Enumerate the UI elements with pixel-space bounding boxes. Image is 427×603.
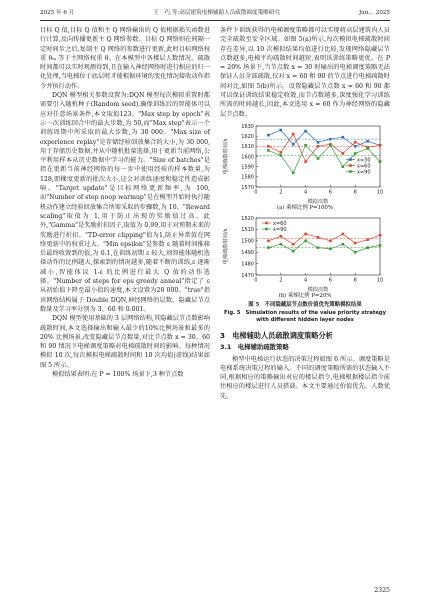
data-point bbox=[267, 145, 270, 148]
legend-label: x=60 bbox=[357, 163, 371, 170]
data-point bbox=[267, 149, 270, 152]
data-point bbox=[304, 239, 307, 242]
data-point bbox=[354, 141, 357, 144]
x-tick-label: 8 bbox=[353, 277, 357, 284]
y-tick-label: 1590 bbox=[241, 164, 254, 171]
y-tick-label: 1580 bbox=[241, 174, 254, 181]
figure-caption-en-2: with different hidden layer nodes bbox=[256, 317, 354, 324]
data-point bbox=[292, 171, 295, 174]
y-tick-label: 1570 bbox=[241, 184, 254, 191]
plot-area bbox=[221, 124, 383, 205]
data-point bbox=[280, 151, 283, 154]
data-point bbox=[366, 140, 369, 143]
page-number: 2325 bbox=[374, 587, 390, 594]
data-point bbox=[354, 241, 357, 244]
y-axis-label: 电梯疏散时间/s bbox=[223, 138, 229, 175]
right-column bbox=[220, 26, 390, 401]
data-point bbox=[317, 246, 320, 249]
figure-caption-en: Fig. 5 Simulation results of the value priority strategy bbox=[224, 309, 386, 316]
x-tick-label: 6 bbox=[328, 277, 332, 284]
legend-marker bbox=[349, 158, 352, 161]
data-point bbox=[267, 134, 270, 137]
data-point bbox=[317, 141, 320, 144]
paragraph: DQN 模型使用基础的 3 层网络结构,其隐藏层节点数影响疏散时间,本文选择输出和输入最少的10%比例场景和最多的 20% 比例场景,改变隐藏层节点数量,对比节点数 x = 30、60 和 90 情况下电梯调度策略对电梯疏散时间的影响。每种情况模拟 10 次,每次模拟电梯疏散时间和 10 次均值(虚线)结果如图 5 所示。 bbox=[40, 315, 210, 369]
data-point bbox=[342, 165, 345, 168]
data-point bbox=[366, 147, 369, 150]
x-tick-label: 10 bbox=[376, 277, 384, 284]
chart-panel-a bbox=[220, 121, 390, 205]
legend-label: x=90 bbox=[357, 169, 371, 176]
section-heading: 3 电梯辅助人员疏散调度策略分析 bbox=[220, 330, 333, 340]
data-point bbox=[317, 157, 320, 160]
data-point bbox=[354, 152, 357, 155]
y-tick-label: 1610 bbox=[241, 144, 254, 151]
legend-marker bbox=[349, 170, 352, 173]
data-point bbox=[342, 152, 345, 155]
figure-5 bbox=[220, 121, 390, 325]
figure-caption-cn: 图 5 不同隐藏层节点数价值优先策略模拟结果 bbox=[248, 302, 362, 309]
data-point bbox=[280, 235, 283, 238]
paragraph: 目标 Q 值,目标 Q 值和主 Q 网络输出的 Q 值根据损失函数进行计算,反向传播更新主 Q 网络参数。目标 Q 网络则在间隔一定时间步之后,复制主 Q 网络的参数进行更新,此时目标网络权重 θₘ 等于主网络权重 θ。在本模型中各楼层人数情况、疏散时间都可以实时观测得到,且在输入神经网络时进行相应的归一化处理,当电梯位于底层时才能根据环境的变化情况接收动作指令并执行动作。 bbox=[40, 27, 210, 90]
data-point bbox=[292, 143, 295, 146]
x-tick-label: 10 bbox=[376, 189, 384, 196]
data-point bbox=[366, 246, 369, 249]
data-point bbox=[329, 144, 332, 147]
legend-marker bbox=[265, 221, 268, 224]
x-tick-label: 2 bbox=[279, 189, 283, 196]
x-tick-label: 0 bbox=[254, 277, 258, 284]
data-point bbox=[267, 246, 270, 249]
paragraph: 模型中电梯运行状态的决策过程如图 6 所示。调度策略是电梯系统决策过程的输入。不同的调度策略所需的状态输入不同,根据相应的策略输出对应的楼层指令,电梯根据楼层指令前往相应的楼层进行人员搭载。本文主要通过价值优先、人数优先、 bbox=[220, 355, 390, 400]
data-point bbox=[342, 136, 345, 139]
running-header bbox=[40, 6, 390, 21]
data-point bbox=[280, 242, 283, 245]
data-point bbox=[304, 232, 307, 235]
data-point bbox=[379, 144, 382, 147]
x-tick-label: 6 bbox=[328, 189, 332, 196]
panel-b-caption: (b) 乘梯比例 P=20% bbox=[278, 292, 332, 299]
data-point bbox=[342, 232, 345, 235]
data-point bbox=[317, 145, 320, 148]
y-tick-label: 1630 bbox=[241, 123, 254, 130]
plot-area bbox=[221, 215, 383, 292]
data-point bbox=[304, 160, 307, 163]
y-tick-label: 1600 bbox=[241, 154, 254, 161]
header-title: 王 巧,等:高层建筑电梯辅助人员疏散调度策略研究 bbox=[153, 10, 280, 16]
data-point bbox=[304, 144, 307, 147]
data-point bbox=[329, 138, 332, 141]
x-tick-label: 0 bbox=[254, 189, 258, 196]
x-tick-label: 4 bbox=[304, 189, 308, 196]
data-point bbox=[292, 242, 295, 245]
y-tick-label: 1500 bbox=[241, 238, 254, 245]
data-point bbox=[280, 154, 283, 157]
left-column bbox=[40, 26, 210, 379]
panel-a-caption: (a) 乘梯比例 P=100% bbox=[277, 204, 333, 211]
data-point bbox=[379, 244, 382, 247]
data-point bbox=[342, 242, 345, 245]
legend-label: x=90 bbox=[273, 226, 287, 233]
series-line bbox=[268, 240, 380, 251]
chart-panel-b bbox=[220, 213, 390, 293]
x-axis-label: 模拟次数 bbox=[307, 198, 329, 205]
paragraph: 条件下训练获得的电梯调度策略都可以实现将高层建筑内人员完全疏散至安全区域。如图 5(a)所示,每次模拟电梯疏散时间存在差异,以 10 次模拟结果均值进行比较,发现网络隐藏层节点数越多,电梯平均疏散时间越短,表明该训练策略更优。在 P = 20% 场景下,当节点数 x = 30 时输出的电梯调度策略无法保证人员全部疏散,仅对 x = 60 和 90 的节点进行电梯疏散时间对比,如图 5(b)所示。设置隐藏层节点数 x = 60 和 90 都可以保证训练结果稳定收敛,而节点数越多,深度强化学习训练所需的时间越长,因此,本文选用 x = 60 作为神经网络的隐藏层节点数。 bbox=[220, 27, 390, 118]
data-point bbox=[267, 239, 270, 242]
x-tick-label: 8 bbox=[353, 189, 357, 196]
subsection-heading: 3.1 电梯辅助疏散策略 bbox=[220, 343, 289, 352]
y-tick-label: 1490 bbox=[241, 249, 254, 256]
y-tick-label: 1470 bbox=[241, 272, 254, 279]
y-tick-label: 1520 bbox=[241, 215, 254, 222]
y-tick-label: 1480 bbox=[241, 260, 254, 267]
data-point bbox=[292, 133, 295, 136]
x-tick-label: 4 bbox=[304, 277, 308, 284]
data-point bbox=[379, 233, 382, 236]
series-line bbox=[268, 130, 380, 146]
header-date: 2025 年 6 月 bbox=[40, 10, 75, 16]
series-line bbox=[268, 234, 380, 244]
header-issue: Jun.，2025 bbox=[358, 10, 390, 16]
data-point bbox=[304, 130, 307, 133]
data-point bbox=[354, 250, 357, 253]
legend-label: x=30 bbox=[357, 157, 371, 164]
data-point bbox=[329, 247, 332, 250]
legend-marker bbox=[265, 227, 268, 230]
y-tick-label: 1620 bbox=[241, 133, 254, 140]
y-axis-label: 电梯疏散时间/s bbox=[223, 228, 229, 264]
paragraph: 模拟结果表明:在 P = 100% 场景下,3 种节点数 bbox=[52, 370, 184, 378]
data-point bbox=[317, 236, 320, 239]
data-point bbox=[280, 129, 283, 132]
data-point bbox=[366, 238, 369, 241]
legend-label: x=60 bbox=[273, 220, 287, 227]
data-point bbox=[292, 249, 295, 252]
paragraph: DQN 模型相关参数设置为:DQN 模型每次模拟重置时都需要引入随机种子(Random seed),确保训练后的智能体可以应对任意场景条件,本文取值123。"Max step by epoch"表示一次训练回合中的最大步数,为 50,而"Max step"表示一个训练周期中所采取的最大步数,为 30 000。"Max size of experience replay"是存储经验回放集合的大小,为 30 000,用于存储历史数据,并从中随机批量选择,用于更新当前网络,公平利用样本从历史数据中学习的能力。"Size of batches"是指在更新当前神经网络的每一步中使用经验的样本数量,为 128,即棵度更新的批次大小,这会对训练速度和稳定性造成影响。"Target update"是目标网络更新频率,为 100,而"Number of step noop warmup"是在模型开始时执行随机动作建立经验回放集合所需采取的步骤数,为 10。"Reward scaling"取值为 1,用于防止出现的奖励值过高。此外,"Gamma"是奖励折扣因子,取值为 0.99,用于对预期未来的奖励进行折扣。"TD-error clipping"值为1,防止异常值在网络更新中的权重过大。"Min epsilon"是参数 ε 随着时间推移后最终收敛到的值,为 0.1,在训练初期 ε 较大,则智能体随机选择动作的比例越大,探索到的情况越多,随着不断的训练,ε 逐渐减小,智能体以 1-ε 的比例进行最大 Q 值的动作选择。"Number of steps for eps greedy anneal"指定了 ε 从初始值下降至最小值的速度,本文设置为20 000。"true"指该网络结构属于 Double DQN,神经网络的层数、隐藏层节点数量及学习率分别为 3、60 和 0.001。 bbox=[40, 92, 210, 313]
x-tick-label: 2 bbox=[279, 277, 283, 284]
data-point bbox=[329, 239, 332, 242]
x-axis-label: 模拟次数 bbox=[307, 286, 329, 293]
y-tick-label: 1510 bbox=[241, 226, 254, 233]
data-point bbox=[379, 160, 382, 163]
legend-marker bbox=[349, 164, 352, 167]
